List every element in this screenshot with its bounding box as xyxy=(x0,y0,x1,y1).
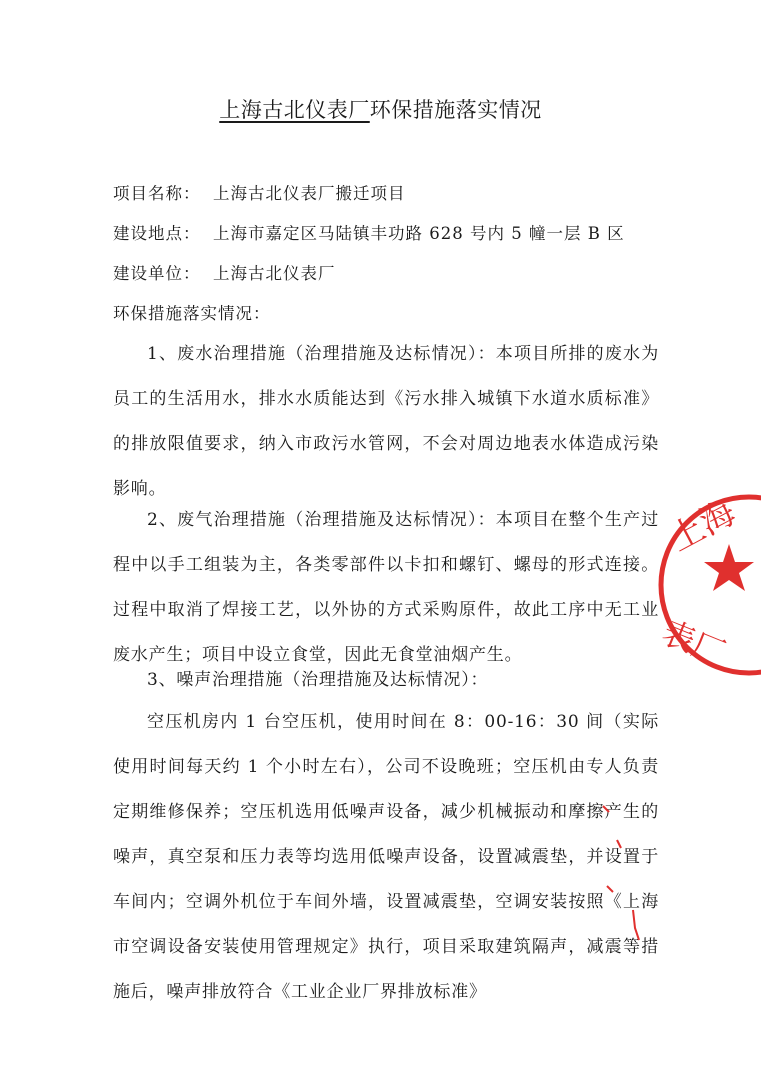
location-label: 建设地点： xyxy=(113,224,201,243)
title-subject: 环保措施落实情况 xyxy=(369,98,542,122)
paragraph-noise-heading: 3、噪声治理措施（治理措施及达标情况）： xyxy=(147,670,489,690)
paragraph-noise-detail: 空压机房内 1 台空压机，使用时间在 8：00-16：30 间（实际使用时间每天约 1 个小时左右），公司不设晚班；空压机由专人负责定期维修保养；空压机选用低噪声设备，减少机械振动和摩擦产生的噪声，真空泵和压力表等均选用低噪声设备，设置减震垫，并设置于车间内；空调外机位于车间外墙，设置减震垫，空调安装按照《上海市空调设备安装使用管理规定》执行，项目采取建筑隔声，减震等措施后，噪声排放符合《工业企业厂界排放标准》 xyxy=(113,712,659,1002)
project-name-label: 项目名称： xyxy=(113,184,201,203)
seal-star-icon xyxy=(704,544,754,591)
project-name-row xyxy=(113,180,406,208)
section-heading: 环保措施落实情况： xyxy=(113,304,271,323)
seal-text-bottom: 表厂 xyxy=(656,613,731,673)
unit-value: 上海古北仪表厂 xyxy=(213,264,336,283)
location-row xyxy=(113,220,625,248)
paragraph-exhaust: 2、废气治理措施（治理措施及达标情况）：本项目在整个生产过程中以手工组装为主，各类零部件以卡扣和螺钉、螺母的形式连接。过程中取消了焊接工艺，以外协的方式采购原件，故此工序中无工业废水产生；项目中设立食堂，因此无食堂油烟产生。 xyxy=(113,510,659,665)
title-company: 上海古北仪表厂 xyxy=(219,98,370,122)
unit-label: 建设单位： xyxy=(113,264,201,283)
seal-ink-marks xyxy=(595,800,655,960)
document-title xyxy=(0,92,761,128)
location-value: 上海市嘉定区马陆镇丰功路 628 号内 5 幢一层 B 区 xyxy=(213,224,625,243)
seal-text-top: 上海 xyxy=(663,492,743,560)
company-seal xyxy=(654,490,761,680)
project-name-value: 上海古北仪表厂搬迁项目 xyxy=(213,184,406,203)
unit-row xyxy=(113,260,336,288)
paragraph-wastewater: 1、废水治理措施（治理措施及达标情况）：本项目所排的废水为员工的生活用水，排水水质能达到《污水排入城镇下水道水质标准》的排放限值要求，纳入市政污水管网，不会对周边地表水体造成污染影响。 xyxy=(113,344,659,499)
